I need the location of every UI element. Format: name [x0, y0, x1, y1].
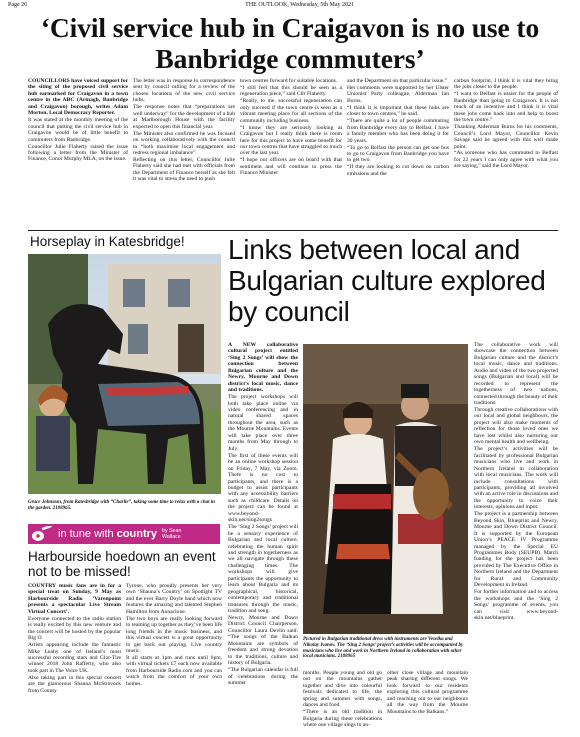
hub-para: “There are quite a lot of people commuting from Banbridge every day to Belfast. I have a family member who has been doing it for 30 years. [347, 118, 449, 144]
running-head [8, 2, 572, 12]
hoedown-para: Artists appearing include the fantastic Mike Leahy one of Ireland’s most successful recording stars and Glor-Tire winner 2018 John Rafferty, who also took part in The Voice UK. [28, 642, 121, 674]
hoedown-para: Tyrone, who proudly presents her very own ‘Shauna’s Country’ on Spotlight TV and the ever Barry Doyle band which now features the amazing and talented Stephen Hamilton from Annaclone. [126, 583, 222, 615]
hub-col-4 [347, 78, 449, 228]
hub-para: Reflecting on this letter, Councillor Julie Flaherty said she had met with officials from the Department of Finance herself as she felt it was vital to stress the need to push [133, 156, 235, 183]
links-para: The project’s activities will be facilitated by professional Bulgarian musicians who live and work in Northern Ireland in collaboration with local musicians. The work will include consultations with participants, providing all involved with an active role in discussions and the opportunity to voice their interests, opinions and input. [474, 446, 558, 511]
links-para: months. People young and old go out on the mountains gather together and dive into colourful festivals dedicated to life, the spring and summer with songs, dances and food. [303, 670, 382, 709]
hub-para: The response notes that “preparations are well underway” for the development of a hub at Marlborough House with the facility expected to open this financial year. [133, 104, 235, 130]
links-para: Through creative collaborations with our local and global neighbours, the project will also make moments of reflection for those loved ones we have lost whilst also nurturing our own mental health and wellbeing. [474, 407, 558, 446]
links-col-3 [387, 670, 468, 734]
hub-para: It was stated at the monthly meeting of the council that putting the civil service hub in Craigavon would be of little benefit to commuters from Banbridge. [28, 117, 128, 143]
horseplay-headline: Horseplay in Katesbridge! [30, 234, 185, 249]
hub-para: town centres forward for suitable locations. [240, 78, 338, 84]
hub-para: “Really, to me, successful regeneration can only succeed if the town centre is seen as a vibrant meeting place for all sections of the community including business. [240, 98, 342, 124]
links-para: For further information and to access the workshops and the ‘Sing 2 Songs’ programme of events, you can visit www.beyond-skin.net/blueprint. [474, 589, 558, 622]
hub-para: “I hope our officers are on board with that sentiment and will continue to press the Finance Minister [240, 157, 342, 177]
links-col-1 [228, 342, 298, 734]
hub-col-1 [28, 78, 128, 228]
hub-para: “I know they are seriously looking at Craigavon but I really think there is room here for this project to have some benefit for our town centres that have struggled so much over the last year. [240, 124, 342, 157]
hub-col-2 [133, 78, 235, 228]
hub-para: and the Department on that particular issue.” [347, 78, 448, 84]
horseplay-caption: Grace Johnston, from Katesbridge with “Charlie”, taking some time to relax with a chat in the garden. 2108965. [28, 500, 215, 511]
hub-para: Thanking Alderman Burns for his comments, Council’s Lord Mayor, Councillor Kevin Savage said he agreed with this well made point. [454, 124, 558, 150]
hub-para: “To go to Belfast the person can get one bus to go to Craigavon from Banbridge you have to get two. [347, 144, 449, 164]
hub-para: Her comments were supported by her Ulster Unionist Party colleague, Alderman Ian Burns. [347, 84, 449, 104]
bulgarian-caption: Pictured in Bulgarian traditional dress with instruments are Veselka and Nikolay Ivanov. The ‘Sing 2 Songs’ project’s activities will be accompanied by musicians who live and work in Northern Ireland in collaboration with other local musicians. 2108965 [303, 637, 464, 660]
links-para: “The Bulgarian calendar is full of celebrations during the summer [228, 667, 298, 687]
hoedown-para: The two boys are really looking forward to teaming up together as they’ve been life long friends in the music business, and this virtual concert is a great opportunity to get back out playing. Live country music. [126, 615, 222, 655]
hoedown-headline: Harbourside hoedown an event not to be missed! [28, 549, 216, 579]
links-para: other close village and mountain peak sharing different songs. We look forward to our residents exploring this cultural programme and reaching out to our neighbours all the way from the Mourne Mountains to the Balkans.” [387, 670, 468, 715]
links-headline: Links between local and Bulgarian culture explored by council [228, 234, 546, 327]
links-para: Newry, Mourne and Down District Council Chairperson, Councillor Laura Devlin said: “The songs of the Balkan Mountains are symbols of freedom and strong devotion to the traditions, culture and history of Bulgaria. [228, 615, 298, 667]
links-para: The first of these events will be an online workshop session on Friday, 7 May, via Zoom. There is no cost to participants, and there is a budget to assist participants with any accessibility barriers such as childcare. Details on the project can be found at www.beyond-skin.net/sing2songs [228, 452, 298, 524]
hub-para: Councillor Julie Flaherty raised the issue following a letter from the Minister of Finance, Conor Murphy MLA, on the issue. [28, 143, 128, 163]
links-para: “There is an old tradition in Bulgaria during these celebrations where one village sings to an- [303, 709, 382, 729]
hub-para: “If they are looking to cut down on carbon emissions and the [347, 164, 449, 177]
links-para: The project workshops will both take place online via video conferencing and in natural shared spaces throughout the area, such as the Mourne Mountains. Events will take place over three months from May through to July. [228, 394, 298, 452]
links-para: The project is a partnership between Beyond Skin, Blueprint and Newry, Mourne and Down District Council. It is supported by the European Union’s PEACE IV Programme managed by the Special EU Programmes Body (SEUPB). Match funding for the project has been provided by The Executive Office in Northern Ireland and the Department for Rural and Community Development in Ireland. [474, 511, 558, 589]
section-divider [28, 230, 558, 231]
links-para: The ‘Sing 2 Songs’ project will be a sensory experience of Bulgarian and local culture, celebrating the human spirit and strength in togetherness as we all navigate through these challenging times. The workshops will give participants the opportunity to learn about Bulgaria and its geographical, historical, contemporary and traditional treasures through the music, tradition and song. [228, 524, 298, 615]
hoedown-lede: COUNTRY music fans are in for a special treat on Sunday, 9 May as Harbourside Radio ‘Varenpoint presents a spectacular Live Stream Virtual Concert’. [28, 583, 121, 615]
hub-para: carbon footprint, I think it is vital they bring the jobs closer to the people. [454, 78, 558, 91]
masthead-date: THE OUTLOOK, Wednesday, 5th May 2021 [245, 2, 354, 8]
banner-title: in tune with country [58, 528, 158, 540]
hub-headline: ‘Civil service hub in Craigavon is no use to Banbridge commuters’ [40, 12, 540, 74]
hub-para: “As someone who has commuted to Belfast for 22 years I can only agree with what you are saying,” said the Lord Mayor. [454, 150, 558, 170]
hoedown-col-2 [126, 583, 222, 733]
page-number: Page 26 [8, 2, 28, 8]
hub-para: The letter was in response to correspondence sent by council calling for a review of the chosen locations of the new civil service hubs. [133, 78, 235, 104]
hub-col-5 [454, 78, 558, 228]
hub-para: The Minister also confirmed he was focused on working collaboratively with the council to “both maximise local engagement and redress regional imbalance”. [133, 130, 235, 156]
hoedown-col-1 [28, 583, 121, 733]
links-col-2 [303, 670, 382, 734]
banner-byline: by Sean Wallace [162, 528, 182, 540]
hub-para: “I still feel that this should be seen as a regeneration piece,” said Cllr Flaherty. [240, 84, 342, 98]
hub-col-3 [240, 78, 342, 228]
hub-para: “I think it is important that these hubs are closer to town centres,” he said. [347, 104, 449, 118]
hoedown-para: Also taking part in this special concert are the glamorous Shauna McStravock from County [28, 674, 121, 694]
hub-para: “I want to Belfast is easier for the people of Banbridge than going to Craigavon. It is not much of an incentive and I think it is vital these jobs come back into and help to boost the town centre.” [454, 91, 558, 124]
hoedown-para: Everyone connected to the radio station is really excited by this new venture and the concert will be hosted by the popular Big O. [28, 615, 121, 642]
hub-lede: COUNCILLORS have voiced support for the siting of the proposed civil service hub earmarked for Craigavon in a town centre in the ABC (Armagh, Banbridge and Craigavon) borough, writes Adam Morton, Local Democracy Reporter. [28, 78, 128, 117]
hoedown-para: It all starts at 1pm and runs until 6pm, with virtual tickets £7 each now available from Harbourside Radio.com and you can watch from the comfort of your own homes. [126, 654, 222, 687]
bulgarian-photo-illustration [303, 344, 468, 634]
links-para: The collaborative work will showcase the connection between Bulgarian culture and the district’s local music, dance and traditions. Audio and video of the two projected songs (Bulgarian and local) will be recorded to represent the togetherness of two nations, connected through the beauty of their traditions. [474, 342, 558, 407]
bulgarian-dress-photo [303, 344, 468, 634]
horse-photo [28, 254, 221, 494]
links-col-4 [474, 342, 558, 734]
country-banner [28, 524, 220, 544]
links-lede: A NEW collaborative cultural project entitled ‘Sing 2 Songs’ will show the connection between Bulgarian culture and the Newry, Mourne and Down district’s local music, dance and traditions. [228, 342, 298, 394]
guitar-icon [31, 526, 53, 542]
horse-photo-illustration [28, 254, 221, 494]
